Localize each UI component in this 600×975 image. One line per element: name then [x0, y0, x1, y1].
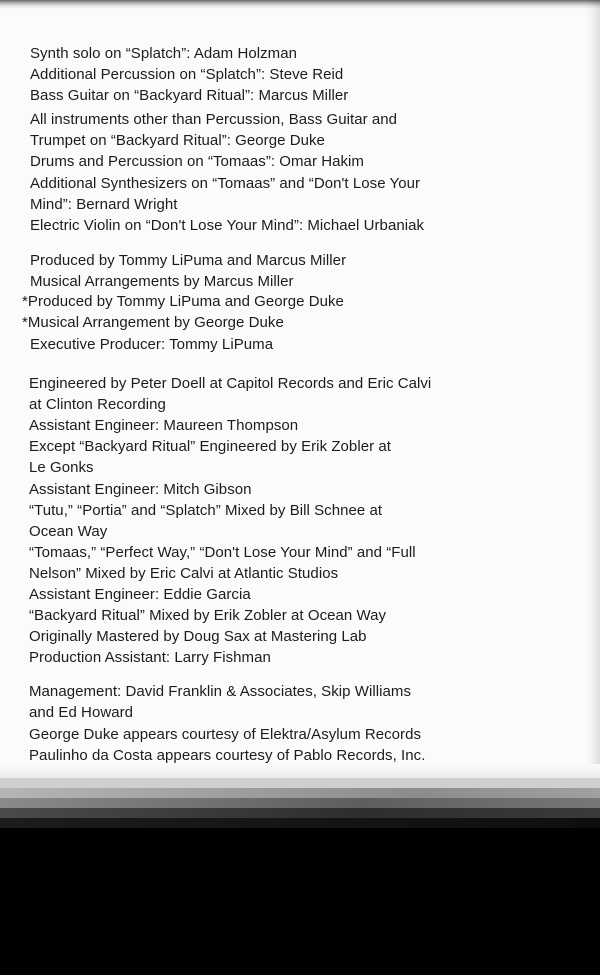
- credit-line: “Backyard Ritual” Mixed by Erik Zobler at Ocean Way: [29, 607, 387, 624]
- credit-line: All instruments other than Percussion, Bass Guitar and: [30, 111, 398, 128]
- credit-line: Paulinho da Costa appears courtesy of Pablo Records, Inc.: [29, 747, 426, 764]
- credit-line: Mind”: Bernard Wright: [30, 196, 178, 213]
- credit-line: and Ed Howard: [29, 704, 134, 721]
- credit-line: Electric Violin on “Don't Lose Your Mind”: Michael Urbaniak: [30, 217, 425, 234]
- credit-line: Produced by Tommy LiPuma and Marcus Miller: [30, 252, 347, 269]
- credit-line: Musical Arrangements by Marcus Miller: [30, 273, 294, 290]
- scan-fade-band: [0, 808, 600, 818]
- credit-line: at Clinton Recording: [29, 396, 166, 413]
- credit-line: “Tomaas,” “Perfect Way,” “Don't Lose Your Mind” and “Full: [29, 544, 416, 561]
- credit-line: Synth solo on “Splatch”: Adam Holzman: [30, 45, 297, 62]
- paper-right-shadow: [586, 0, 600, 770]
- credit-line: “Tutu,” “Portia” and “Splatch” Mixed by Bill Schnee at: [29, 502, 383, 519]
- scan-fade-band: [0, 764, 600, 778]
- credit-line: Originally Mastered by Doug Sax at Mastering Lab: [29, 628, 367, 645]
- credit-line: Ocean Way: [29, 523, 108, 540]
- scan-fade-band: [0, 818, 600, 828]
- paper-top-edge: [0, 0, 600, 9]
- credit-line: Le Gonks: [29, 459, 94, 476]
- credit-line: Management: David Franklin & Associates, Skip Williams: [29, 683, 412, 700]
- credit-line: Bass Guitar on “Backyard Ritual”: Marcus Miller: [30, 87, 349, 104]
- credit-line-asterisk: *Produced by Tommy LiPuma and George Duke: [22, 293, 344, 310]
- credit-line: Assistant Engineer: Maureen Thompson: [29, 417, 299, 434]
- scan-fade-band: [0, 778, 600, 788]
- credit-line: Executive Producer: Tommy LiPuma: [30, 336, 274, 353]
- credit-line: Trumpet on “Backyard Ritual”: George Duke: [30, 132, 325, 149]
- credit-line: Except “Backyard Ritual” Engineered by Erik Zobler at: [29, 438, 391, 455]
- scan-fade-band: [0, 798, 600, 808]
- credit-line: Additional Synthesizers on “Tomaas” and “Don't Lose Your: [30, 175, 421, 192]
- credit-line: Assistant Engineer: Eddie Garcia: [29, 586, 251, 603]
- credit-line: Engineered by Peter Doell at Capitol Records and Eric Calvi: [29, 375, 432, 392]
- credit-line: Additional Percussion on “Splatch”: Steve Reid: [30, 66, 344, 83]
- credit-line: Assistant Engineer: Mitch Gibson: [29, 481, 252, 498]
- scan-fade-band: [0, 788, 600, 798]
- credit-line: Drums and Percussion on “Tomaas”: Omar Hakim: [30, 153, 364, 170]
- scan-black-area: [0, 828, 600, 975]
- credit-line-asterisk: *Musical Arrangement by George Duke: [22, 314, 284, 331]
- credit-line: George Duke appears courtesy of Elektra/Asylum Records: [29, 726, 422, 743]
- credit-line: Production Assistant: Larry Fishman: [29, 649, 271, 666]
- credit-line: Nelson” Mixed by Eric Calvi at Atlantic Studios: [29, 565, 339, 582]
